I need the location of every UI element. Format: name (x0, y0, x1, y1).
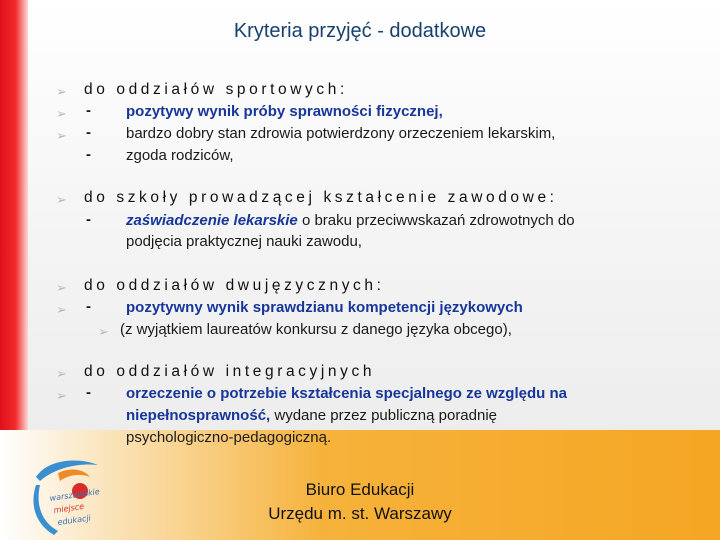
bullet-arrow-icon: ➢ (56, 302, 67, 317)
svg-text:miejsce: miejsce (53, 501, 85, 515)
bullet-arrow-icon: ➢ (56, 128, 67, 143)
svg-text:warszawskie: warszawskie (49, 487, 101, 503)
bullet-arrow-icon: ➢ (56, 84, 67, 99)
footer-text (180, 478, 540, 526)
bullet-arrow-icon: ➢ (56, 192, 67, 207)
section-heading-sports: do oddziałów sportowych: (84, 81, 348, 98)
list-item: pozytywny wynik sprawdzianu kompetencji językowych (126, 299, 523, 316)
bullet-arrow-icon: ➢ (56, 280, 67, 295)
emphasis-text: zaświadczenie lekarskie (126, 212, 298, 229)
bullet-arrow-icon: ➢ (98, 324, 109, 339)
bullet-arrow-icon: ➢ (56, 366, 67, 381)
bullet-arrow-icon: ➢ (56, 106, 67, 121)
list-dash: - (86, 384, 91, 401)
list-dash: - (86, 124, 91, 141)
item-text: wydane przez publiczną poradnię (270, 407, 498, 424)
bullet-arrow-icon: ➢ (56, 388, 67, 403)
list-item-continuation (126, 406, 497, 425)
emphasis-text: niepełnosprawność, (126, 407, 271, 424)
list-item: (z wyjątkiem laureatów konkursu z danego języka obcego), (120, 321, 512, 338)
list-dash: - (86, 211, 91, 228)
svg-text:edukacji: edukacji (57, 513, 92, 527)
left-accent-bar (0, 0, 28, 430)
item-text: o braku przeciwwskazań zdrowotnych do (297, 212, 575, 229)
list-item (126, 211, 575, 230)
section-heading-bilingual: do oddziałów dwujęzycznych: (84, 277, 385, 294)
list-item-continuation: podjęcia praktycznej nauki zawodu, (126, 233, 362, 250)
list-item: bardzo dobry stan zdrowia potwierdzony orzeczeniem lekarskim, (126, 125, 556, 142)
list-dash: - (86, 146, 91, 163)
list-dash: - (86, 102, 91, 119)
footer-line-2: Urzędu m. st. Warszawy (268, 504, 452, 523)
list-item: pozytywy wynik próby sprawności fizycznej, (126, 103, 443, 120)
section-heading-vocational: do szkoły prowadzącej kształcenie zawodowe: (84, 189, 558, 206)
list-item-continuation: psychologiczno-pedagogiczną. (126, 429, 332, 446)
page-title: Kryteria przyjęć - dodatkowe (233, 20, 487, 42)
list-item: zgoda rodziców, (126, 147, 234, 164)
list-dash: - (86, 298, 91, 315)
section-heading-integration: do oddziałów integracyjnych (84, 363, 376, 380)
footer-line-1: Biuro Edukacji (305, 480, 415, 499)
list-item: orzeczenie o potrzebie kształcenia specjalnego ze względu na (126, 385, 567, 402)
education-logo-icon (28, 455, 108, 537)
